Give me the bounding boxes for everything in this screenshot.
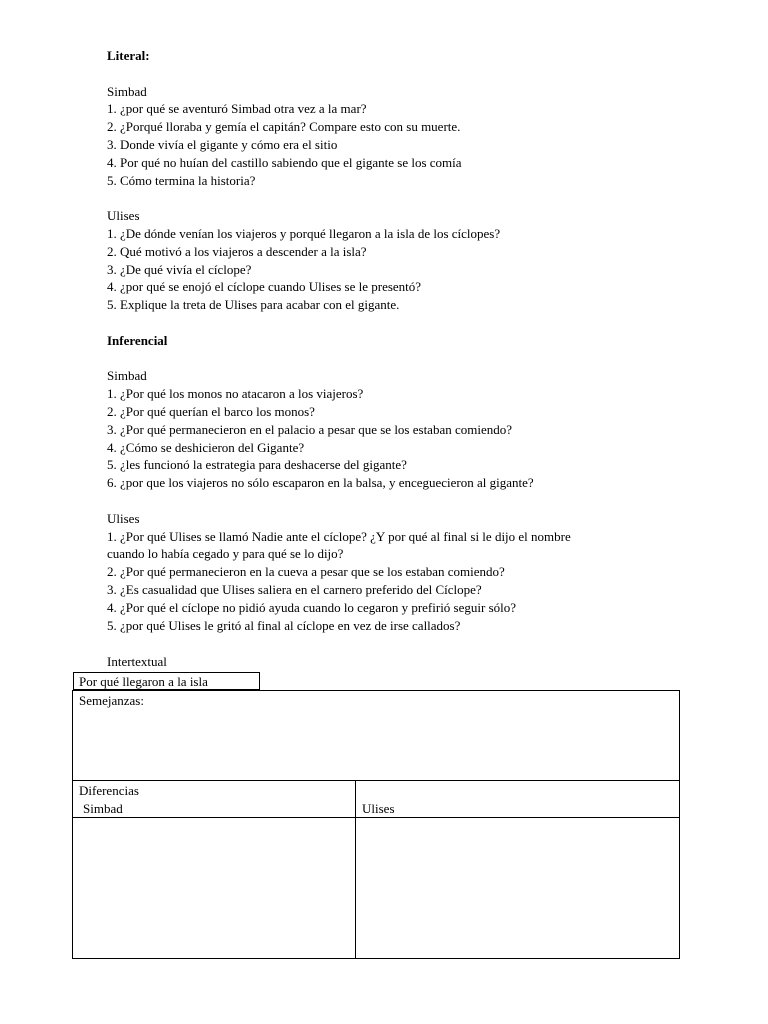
table-caption-box: Por qué llegaron a la isla: [73, 672, 260, 690]
question-item: 2. ¿Por qué querían el barco los monos?: [107, 403, 315, 419]
question-item: 1. ¿Por qué los monos no atacaron a los viajeros?: [107, 386, 364, 402]
subsection-title-ulises: Ulises: [107, 510, 140, 526]
question-item: 4. ¿Cómo se deshicieron del Gigante?: [107, 439, 305, 455]
question-item: 5. Cómo termina la historia?: [107, 172, 256, 188]
column-header-ulises: Ulises: [362, 801, 395, 816]
question-item: 5. ¿por qué Ulises le gritó al final al cíclope en vez de irse callados?: [107, 617, 461, 633]
question-item: 4. ¿Por qué el cíclope no pidió ayuda cuando lo cegaron y prefirió seguir sólo?: [107, 599, 517, 615]
question-item: 6. ¿por que los viajeros no sólo escaparon en la balsa, y enceguecieron al gigante?: [107, 475, 534, 491]
question-item: 3. ¿De qué vivía el cíclope?: [107, 261, 252, 277]
subsection-title-ulises: Ulises: [107, 208, 140, 224]
question-item: 1. ¿De dónde venían los viajeros y porqué llegaron a la isla de los cíclopes?: [107, 225, 501, 241]
comparison-table: [72, 690, 680, 959]
section-heading-intertextual: Intertextual: [107, 654, 167, 669]
question-item: 3. ¿Por qué permanecieron en el palacio a pesar que se los estaban comiendo?: [107, 421, 512, 437]
question-item: 1. ¿Por qué Ulises se llamó Nadie ante el cíclope? ¿Y por qué al final si le dijo el nombre: [107, 528, 571, 544]
question-item: 2. ¿Porqué lloraba y gemía el capitán? Compare esto con su muerte.: [107, 119, 461, 135]
worksheet-body: [107, 47, 707, 634]
question-item: 2. Qué motivó a los viajeros a descender a la isla?: [107, 243, 367, 259]
question-item: 5. Explique la treta de Ulises para acabar con el gigante.: [107, 297, 400, 313]
question-item: 1. ¿por qué se aventuró Simbad otra vez a la mar?: [107, 101, 367, 117]
section-heading-literal: Literal:: [107, 48, 150, 63]
question-item: 2. ¿Por qué permanecieron en la cueva a pesar que se los estaban comiendo?: [107, 564, 505, 580]
diferencias-label: Diferencias: [79, 783, 139, 798]
question-item: 3. Donde vivía el gigante y cómo era el sitio: [107, 136, 338, 152]
section-heading-inferencial: Inferencial: [107, 332, 168, 348]
table-divider: [73, 817, 679, 818]
semejanzas-label: Semejanzas:: [79, 693, 144, 708]
question-item: 3. ¿Es casualidad que Ulises saliera en el carnero preferido del Cíclope?: [107, 581, 482, 597]
column-divider: [355, 781, 356, 958]
question-item: 4. Por qué no huían del castillo sabiendo que el gigante se los comía: [107, 154, 462, 170]
column-header-simbad: Simbad: [83, 801, 123, 816]
subsection-title-simbad: Simbad: [107, 83, 147, 99]
table-divider: [73, 780, 679, 781]
question-item: cuando lo había cegado y para qué se lo dijo?: [107, 546, 344, 562]
subsection-title-simbad: Simbad: [107, 368, 147, 384]
question-item: 4. ¿por qué se enojó el cíclope cuando Ulises se le presentó?: [107, 279, 422, 295]
question-item: 5. ¿les funcionó la estrategia para deshacerse del gigante?: [107, 457, 407, 473]
